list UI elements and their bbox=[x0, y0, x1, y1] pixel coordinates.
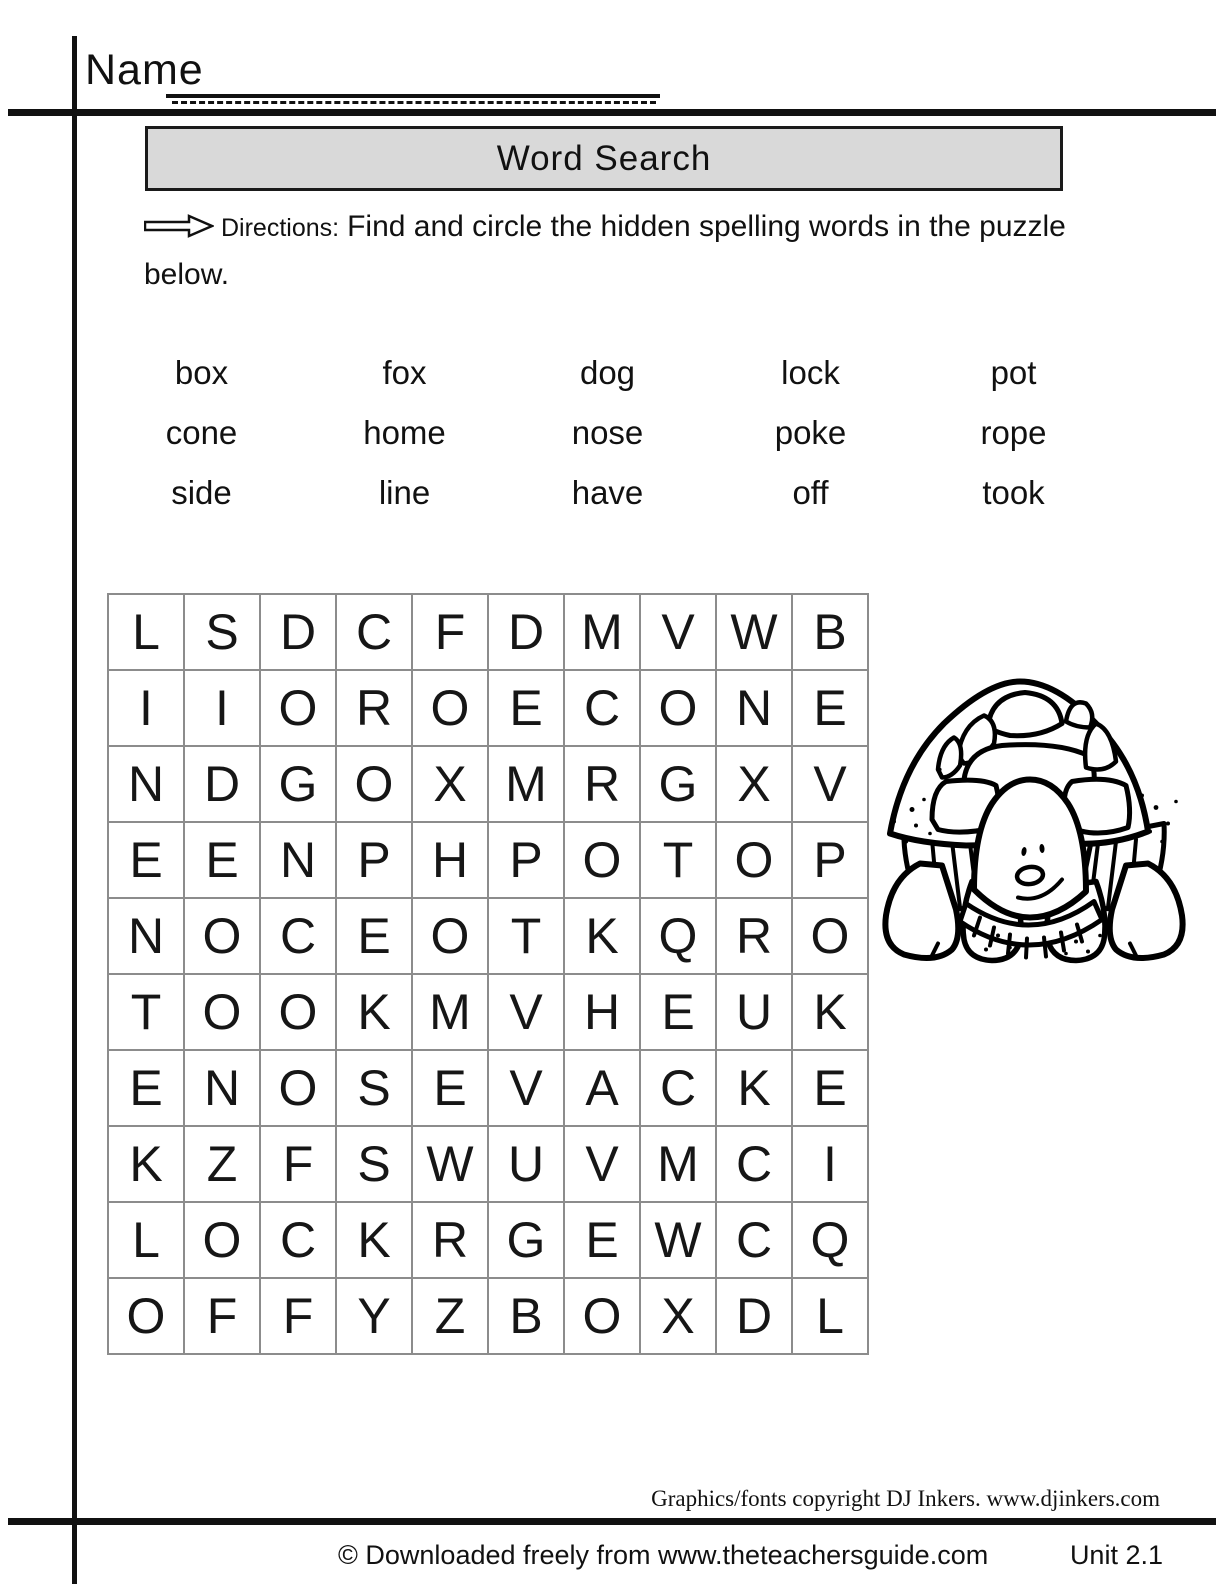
puzzle-cell: O bbox=[184, 974, 260, 1050]
puzzle-cell: O bbox=[108, 1278, 184, 1354]
puzzle-cell: F bbox=[412, 594, 488, 670]
puzzle-cell: N bbox=[184, 1050, 260, 1126]
puzzle-cell: M bbox=[412, 974, 488, 1050]
unit-label: Unit 2.1 bbox=[1069, 1540, 1163, 1570]
puzzle-cell: T bbox=[640, 822, 716, 898]
puzzle-cell: X bbox=[412, 746, 488, 822]
puzzle-cell: O bbox=[336, 746, 412, 822]
puzzle-cell: C bbox=[716, 1126, 792, 1202]
turtle-illustration bbox=[880, 672, 1188, 967]
puzzle-cell: V bbox=[564, 1126, 640, 1202]
puzzle-cell: R bbox=[564, 746, 640, 822]
puzzle-cell: O bbox=[564, 822, 640, 898]
puzzle-cell: C bbox=[564, 670, 640, 746]
word-list-item: off bbox=[792, 473, 829, 511]
word-list-item: box bbox=[174, 353, 229, 391]
puzzle-cell: R bbox=[336, 670, 412, 746]
top-divider bbox=[8, 109, 1216, 116]
puzzle-cell: R bbox=[716, 898, 792, 974]
right-arrow-icon bbox=[144, 208, 214, 250]
puzzle-cell: W bbox=[412, 1126, 488, 1202]
puzzle-cell: E bbox=[336, 898, 412, 974]
puzzle-cell: C bbox=[260, 1202, 336, 1278]
puzzle-cell: D bbox=[184, 746, 260, 822]
bottom-divider bbox=[8, 1518, 1216, 1525]
word-list-item: pot bbox=[990, 353, 1037, 391]
puzzle-cell: W bbox=[640, 1202, 716, 1278]
word-list-item: line bbox=[378, 473, 431, 511]
directions-line2: below. bbox=[144, 258, 230, 291]
puzzle-cell: N bbox=[108, 898, 184, 974]
puzzle-cell: O bbox=[716, 822, 792, 898]
puzzle-cell: N bbox=[108, 746, 184, 822]
puzzle-cell: O bbox=[792, 898, 868, 974]
puzzle-cell: E bbox=[488, 670, 564, 746]
puzzle-cell: V bbox=[640, 594, 716, 670]
puzzle-cell: S bbox=[184, 594, 260, 670]
puzzle-cell: T bbox=[488, 898, 564, 974]
puzzle-cell: L bbox=[108, 1202, 184, 1278]
word-list-item: poke bbox=[774, 413, 847, 451]
puzzle-cell: C bbox=[640, 1050, 716, 1126]
puzzle-cell: O bbox=[184, 1202, 260, 1278]
puzzle-cell: Q bbox=[792, 1202, 868, 1278]
puzzle-cell: K bbox=[792, 974, 868, 1050]
puzzle-cell: E bbox=[184, 822, 260, 898]
word-list-item: fox bbox=[382, 353, 427, 391]
puzzle-cell: P bbox=[336, 822, 412, 898]
puzzle-cell: E bbox=[108, 822, 184, 898]
puzzle-cell: V bbox=[792, 746, 868, 822]
puzzle-cell: O bbox=[260, 670, 336, 746]
puzzle-cell: I bbox=[184, 670, 260, 746]
puzzle-cell: H bbox=[412, 822, 488, 898]
puzzle-cell: G bbox=[640, 746, 716, 822]
puzzle-cell: B bbox=[792, 594, 868, 670]
puzzle-grid bbox=[107, 593, 869, 1355]
puzzle-cell: I bbox=[792, 1126, 868, 1202]
puzzle-cell: Z bbox=[184, 1126, 260, 1202]
puzzle-cell: G bbox=[488, 1202, 564, 1278]
puzzle-cell: E bbox=[640, 974, 716, 1050]
title-box bbox=[145, 126, 1063, 191]
puzzle-cell: F bbox=[260, 1126, 336, 1202]
puzzle-cell: E bbox=[792, 670, 868, 746]
puzzle-cell: S bbox=[336, 1126, 412, 1202]
puzzle-cell: G bbox=[260, 746, 336, 822]
puzzle-cell: L bbox=[108, 594, 184, 670]
puzzle-cell: M bbox=[640, 1126, 716, 1202]
download-credit: © Downloaded freely from www.theteachersguide.com bbox=[338, 1540, 989, 1570]
puzzle-cell: E bbox=[564, 1202, 640, 1278]
puzzle-cell: M bbox=[488, 746, 564, 822]
puzzle-cell: D bbox=[716, 1278, 792, 1354]
puzzle-cell: W bbox=[716, 594, 792, 670]
word-list-item: home bbox=[363, 413, 446, 451]
left-margin-line bbox=[72, 36, 77, 1584]
puzzle-cell: K bbox=[716, 1050, 792, 1126]
word-list-item: have bbox=[571, 473, 644, 511]
puzzle-cell: D bbox=[260, 594, 336, 670]
directions-line1 bbox=[144, 206, 1064, 250]
puzzle-cell: O bbox=[184, 898, 260, 974]
puzzle-cell: Q bbox=[640, 898, 716, 974]
puzzle-cell: R bbox=[412, 1202, 488, 1278]
puzzle-cell: N bbox=[716, 670, 792, 746]
puzzle-cell: O bbox=[640, 670, 716, 746]
word-list-item: side bbox=[171, 473, 232, 511]
word-list-item: cone bbox=[165, 413, 238, 451]
graphics-credit: Graphics/fonts copyright DJ Inkers. www.djinkers.com bbox=[651, 1486, 1160, 1511]
puzzle-cell: E bbox=[412, 1050, 488, 1126]
puzzle-cell: C bbox=[716, 1202, 792, 1278]
puzzle-cell: U bbox=[716, 974, 792, 1050]
puzzle-cell: E bbox=[108, 1050, 184, 1126]
word-list-item: lock bbox=[781, 353, 840, 391]
puzzle-cell: O bbox=[564, 1278, 640, 1354]
puzzle-cell: C bbox=[260, 898, 336, 974]
puzzle-cell: E bbox=[792, 1050, 868, 1126]
puzzle-cell: H bbox=[564, 974, 640, 1050]
puzzle-cell: K bbox=[564, 898, 640, 974]
puzzle-cell: V bbox=[488, 1050, 564, 1126]
page-title: Word Search bbox=[496, 138, 712, 178]
puzzle-cell: A bbox=[564, 1050, 640, 1126]
puzzle-cell: P bbox=[488, 822, 564, 898]
word-list-item: rope bbox=[980, 413, 1047, 451]
puzzle-cell: C bbox=[336, 594, 412, 670]
name-label: Name bbox=[85, 46, 204, 94]
puzzle-cell: K bbox=[336, 1202, 412, 1278]
puzzle-cell: Z bbox=[412, 1278, 488, 1354]
puzzle-cell: U bbox=[488, 1126, 564, 1202]
puzzle-cell: X bbox=[716, 746, 792, 822]
puzzle-cell: F bbox=[184, 1278, 260, 1354]
puzzle-cell: M bbox=[564, 594, 640, 670]
puzzle-cell: S bbox=[336, 1050, 412, 1126]
puzzle-cell: I bbox=[108, 670, 184, 746]
puzzle-cell: O bbox=[412, 670, 488, 746]
word-list bbox=[100, 350, 1115, 515]
puzzle-cell: Y bbox=[336, 1278, 412, 1354]
puzzle-cell: K bbox=[108, 1126, 184, 1202]
puzzle-cell: O bbox=[260, 974, 336, 1050]
puzzle-cell: B bbox=[488, 1278, 564, 1354]
word-list-item: nose bbox=[571, 413, 644, 451]
puzzle-cell: N bbox=[260, 822, 336, 898]
puzzle-cell: X bbox=[640, 1278, 716, 1354]
puzzle-cell: F bbox=[260, 1278, 336, 1354]
puzzle-cell: O bbox=[260, 1050, 336, 1126]
puzzle-cell: K bbox=[336, 974, 412, 1050]
puzzle-cell: T bbox=[108, 974, 184, 1050]
puzzle-cell: P bbox=[792, 822, 868, 898]
puzzle-cell: D bbox=[488, 594, 564, 670]
name-blank-line bbox=[166, 94, 660, 98]
puzzle-cell: L bbox=[792, 1278, 868, 1354]
word-list-item: dog bbox=[579, 353, 636, 391]
directions-text: Find and circle the hidden spelling words in the puzzle bbox=[347, 210, 1066, 243]
name-blank-line-dashes bbox=[172, 101, 656, 104]
directions bbox=[144, 206, 1064, 296]
word-list-item: took bbox=[982, 473, 1045, 511]
puzzle-cell: V bbox=[488, 974, 564, 1050]
puzzle-cell: O bbox=[412, 898, 488, 974]
directions-label: Directions: bbox=[221, 214, 340, 242]
